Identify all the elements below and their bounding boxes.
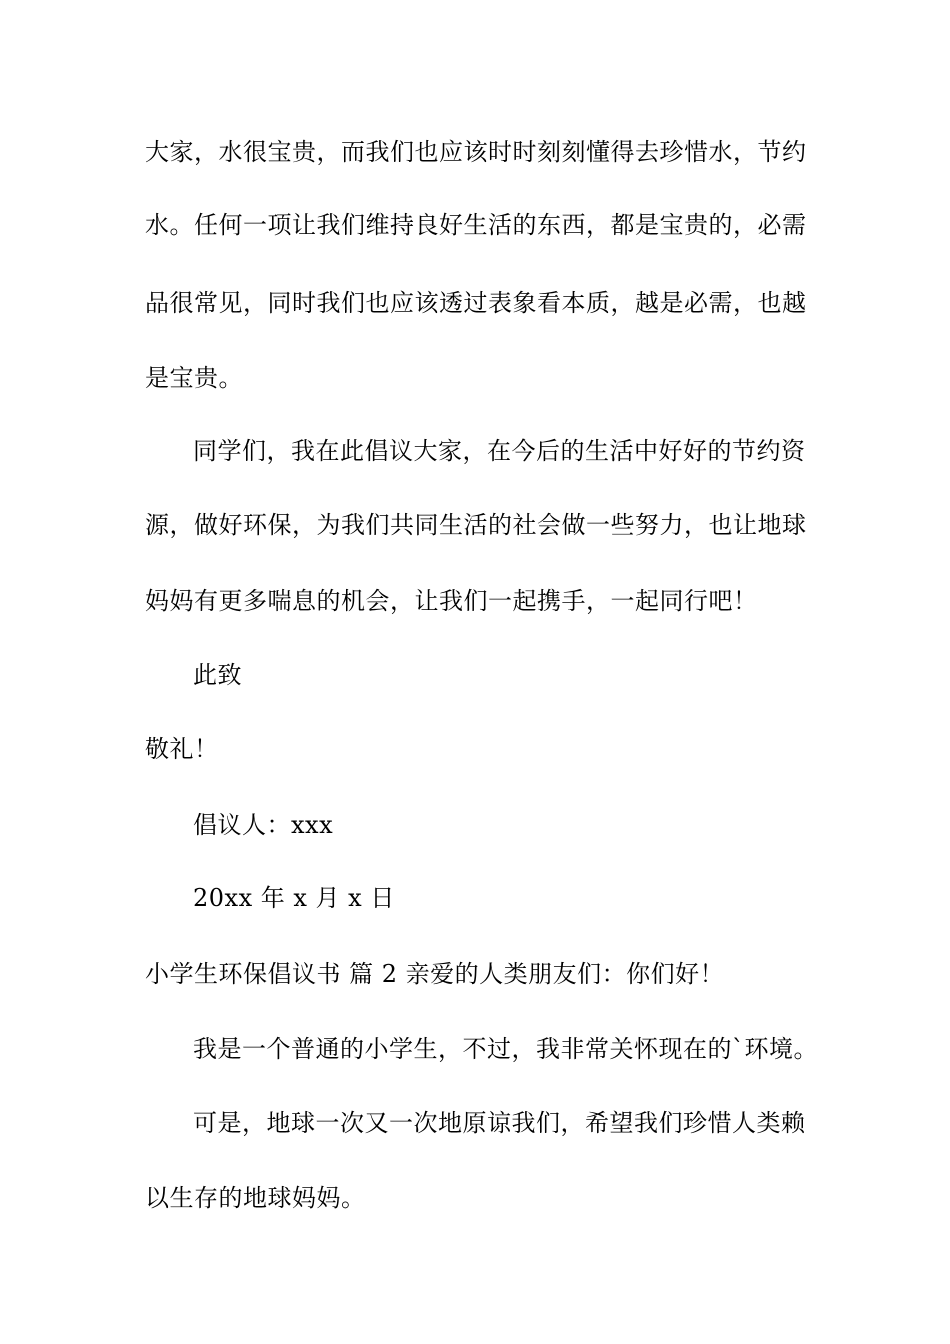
- signer-line: 倡议人：xxx: [193, 811, 334, 839]
- paragraph-line: 大家，水很宝贵，而我们也应该时时刻刻懂得去珍惜水，节约: [145, 138, 807, 166]
- paragraph-line: 源，做好环保，为我们共同生活的社会做一些努力，也让地球: [145, 511, 807, 539]
- paragraph-line: 妈妈有更多喘息的机会，让我们一起携手，一起同行吧！: [145, 587, 758, 615]
- paragraph-line: 可是，地球一次又一次地原谅我们，希望我们珍惜人类赖: [193, 1109, 806, 1137]
- paragraph-line: 水。任何一项让我们维持良好生活的东西，都是宝贵的，必需: [145, 211, 807, 239]
- closing-respect: 敬礼！: [145, 735, 219, 763]
- paragraph-line: 品很常见，同时我们也应该透过表象看本质，越是必需，也越: [145, 289, 807, 317]
- paragraph-line: 以生存的地球妈妈。: [145, 1184, 366, 1212]
- date-line: 20xx 年 x 月 x 日: [193, 884, 395, 912]
- closing-salutation: 此致: [193, 661, 242, 689]
- paragraph-line: 是宝贵。: [145, 364, 243, 392]
- paragraph-line: 同学们，我在此倡议大家，在今后的生活中好好的节约资: [193, 437, 806, 465]
- section-heading-line: 小学生环保倡议书 篇 2 亲爱的人类朋友们：你们好！: [145, 960, 725, 988]
- paragraph-line: 我是一个普通的小学生，不过，我非常关怀现在的`环境。: [193, 1035, 818, 1063]
